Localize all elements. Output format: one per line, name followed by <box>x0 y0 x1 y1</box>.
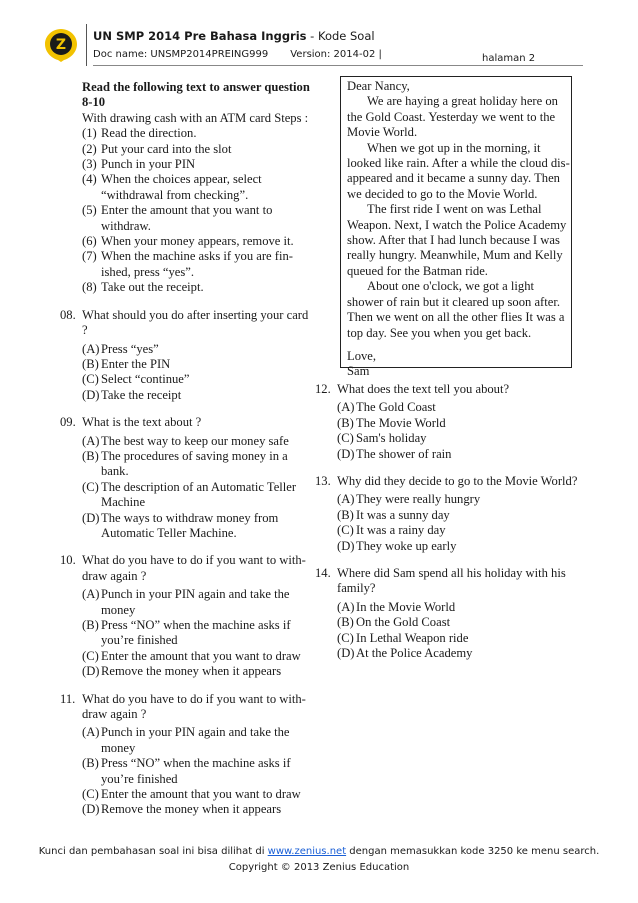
answer-options <box>82 342 310 404</box>
option-letter: (B) <box>337 415 354 430</box>
letter-paragraph: The first ride I went on was Lethal Weapon. Next, I watch the Police Academy show. After that I had lunch because I was really hungry. Meanwhile, Mum and Kelly queued for the Batman ride. <box>347 202 567 278</box>
step-text: When the machine asks if you are fin-ished, press “yes”. <box>101 249 293 279</box>
option-text: The Movie World <box>356 415 446 430</box>
option-letter: (C) <box>82 372 99 387</box>
option-text: The procedures of saving money in a bank. <box>101 448 288 479</box>
question-text: Why did they decide to go to the Movie World? <box>337 474 578 489</box>
answer-option <box>337 631 585 646</box>
step-number: (5) <box>82 203 97 218</box>
option-letter: (C) <box>337 431 354 446</box>
option-letter: (B) <box>82 356 99 371</box>
letter-closing: Love, <box>347 348 377 363</box>
option-letter: (D) <box>82 802 100 817</box>
atm-steps-list <box>82 126 310 295</box>
reading-lead: With drawing cash with an ATM card Steps : <box>82 110 309 125</box>
option-letter: (B) <box>82 448 99 463</box>
answer-options <box>82 725 310 817</box>
exam-subtitle: - Kode Soal <box>306 29 375 43</box>
step-text: Take out the receipt. <box>101 280 204 295</box>
question <box>60 692 310 818</box>
question-number: 12. <box>315 382 331 396</box>
option-text: Punch in your PIN again and take the money <box>101 725 290 755</box>
option-text: At the Police Academy <box>356 646 473 661</box>
answer-option <box>82 725 310 756</box>
question-stem <box>60 692 310 723</box>
answer-options <box>82 587 310 679</box>
option-letter: (D) <box>82 510 100 525</box>
option-letter: (D) <box>337 646 355 661</box>
step-number: (2) <box>82 141 97 156</box>
answer-option <box>82 618 310 649</box>
footer-text-after: dengan memasukkan kode 3250 ke menu search. <box>346 846 600 857</box>
option-text: Press “NO” when the machine asks if you’re finished <box>101 756 291 786</box>
option-letter: (C) <box>82 787 99 802</box>
atm-step <box>82 203 310 234</box>
answer-option <box>82 587 310 618</box>
option-letter: (A) <box>337 400 355 415</box>
step-text: Enter the amount that you want to withdraw. <box>101 203 273 233</box>
option-text: Press “yes” <box>101 341 159 356</box>
option-letter: (D) <box>337 538 355 553</box>
atm-step <box>82 142 310 157</box>
exam-title: UN SMP 2014 Pre Bahasa Inggris <box>93 29 307 43</box>
option-text: The best way to keep our money safe <box>101 433 289 448</box>
question <box>315 382 585 462</box>
step-text: Put your card into the slot <box>101 141 232 156</box>
option-text: They woke up early <box>356 538 457 553</box>
option-letter: (C) <box>337 630 354 645</box>
option-letter: (B) <box>337 615 354 630</box>
left-questions <box>60 308 310 818</box>
question <box>60 553 310 679</box>
atm-step <box>82 234 310 249</box>
question-number: 09. <box>60 415 76 430</box>
option-text: Enter the amount that you want to draw <box>101 787 301 802</box>
question <box>315 566 585 661</box>
question-text: Where did Sam spend all his holiday with his family? <box>337 566 566 596</box>
option-text: Punch in your PIN again and take the money <box>101 587 290 617</box>
option-letter: (A) <box>337 492 355 507</box>
answer-option <box>82 357 310 372</box>
question-number: 11. <box>60 691 76 706</box>
atm-step <box>82 126 310 141</box>
option-text: It was a rainy day <box>356 523 446 538</box>
answer-option <box>337 431 585 446</box>
answer-option <box>82 480 310 511</box>
question-text: What do you have to do if you want to with-draw again ? <box>82 691 306 722</box>
option-text: The Gold Coast <box>356 400 436 415</box>
answer-option <box>337 539 585 554</box>
option-text: Take the receipt <box>101 387 182 402</box>
footer-text-before: Kunci dan pembahasan soal ini bisa dilihat di <box>38 846 268 857</box>
option-text: It was a sunny day <box>356 507 450 522</box>
atm-step <box>82 157 310 172</box>
answer-option <box>337 523 585 538</box>
answer-option <box>82 342 310 357</box>
answer-option <box>82 388 310 403</box>
answer-options <box>337 492 585 554</box>
logo-letter: Z <box>55 37 67 53</box>
answer-options <box>337 600 585 662</box>
step-number: (1) <box>82 126 97 141</box>
question-number: 08. <box>60 307 76 322</box>
answer-option <box>337 400 585 415</box>
option-letter: (A) <box>337 599 355 614</box>
option-text: They were really hungry <box>356 492 481 507</box>
answer-option <box>82 511 310 542</box>
question-text: What does the text tell you about? <box>337 382 510 396</box>
answer-options <box>82 434 310 542</box>
question <box>60 415 310 541</box>
option-text: Sam's holiday <box>356 431 427 446</box>
step-number: (3) <box>82 157 97 172</box>
left-column <box>60 80 310 818</box>
header-title <box>93 29 375 43</box>
doc-version: Version: 2014-02 | <box>290 49 382 60</box>
answer-option <box>82 802 310 817</box>
step-number: (7) <box>82 249 97 264</box>
step-number: (4) <box>82 172 97 187</box>
answer-option <box>337 508 585 523</box>
answer-option <box>337 646 585 661</box>
step-number: (8) <box>82 280 97 295</box>
footer-link[interactable]: www.zenius.net <box>267 846 347 857</box>
answer-options <box>337 400 585 462</box>
zenius-logo <box>44 28 78 62</box>
step-number: (6) <box>82 234 97 249</box>
question-stem <box>60 415 310 430</box>
step-text: When your money appears, remove it. <box>101 234 294 249</box>
step-text: Punch in your PIN <box>101 157 196 172</box>
reading-heading: Read the following text to answer question 8-10 <box>82 80 310 110</box>
question-stem <box>60 308 310 339</box>
question-stem <box>315 566 585 597</box>
answer-option <box>337 416 585 431</box>
question-number: 14. <box>315 566 331 581</box>
answer-option <box>82 649 310 664</box>
question-number: 10. <box>60 553 76 568</box>
answer-option <box>82 449 310 480</box>
option-text: In the Movie World <box>356 599 456 614</box>
option-text: Enter the amount that you want to draw <box>101 648 301 663</box>
option-text: Select “continue” <box>101 372 190 387</box>
option-text: The ways to withdraw money from Automatic Teller Machine. <box>101 510 279 540</box>
question-text: What should you do after inserting your card ? <box>82 307 309 338</box>
option-letter: (B) <box>82 756 99 771</box>
page-number: halaman 2 <box>482 53 536 64</box>
option-text: Remove the money when it appears <box>101 664 282 679</box>
doc-name: Doc name: UNSMP2014PREING999 <box>93 49 269 60</box>
reading-intro <box>60 80 310 296</box>
letter-paragraph: When we got up in the morning, it looked like rain. After a while the cloud dis-appeared and it became a sunny day. Then we decided to go to the Movie World. <box>347 140 570 201</box>
right-questions <box>315 382 585 662</box>
answer-option <box>82 372 310 387</box>
answer-option <box>337 492 585 507</box>
option-letter: (A) <box>82 725 100 740</box>
answer-option <box>337 615 585 630</box>
header-underline <box>93 65 583 66</box>
option-letter: (C) <box>337 523 354 538</box>
option-letter: (C) <box>82 648 99 663</box>
question-stem <box>315 382 585 397</box>
option-text: In Lethal Weapon ride <box>356 630 469 645</box>
letter-text-box <box>340 76 572 379</box>
option-text: On the Gold Coast <box>356 615 451 630</box>
footer-note <box>0 846 638 857</box>
atm-step <box>82 172 310 203</box>
option-text: Remove the money when it appears <box>101 802 282 817</box>
option-letter: (A) <box>82 433 100 448</box>
option-text: The shower of rain <box>356 446 452 461</box>
option-letter: (A) <box>82 341 100 356</box>
answer-option <box>337 447 585 462</box>
option-letter: (C) <box>82 479 99 494</box>
step-text: When the choices appear, select “withdrawal from checking”. <box>101 172 262 202</box>
letter-signature: Sam <box>347 364 370 379</box>
option-letter: (D) <box>82 664 100 679</box>
option-text: Enter the PIN <box>101 356 171 371</box>
option-letter: (B) <box>82 618 99 632</box>
option-text: The description of an Automatic Teller Machine <box>101 479 297 510</box>
option-letter: (D) <box>82 387 100 402</box>
question-stem <box>315 474 585 489</box>
atm-step <box>82 280 310 295</box>
header-divider <box>86 24 87 66</box>
letter-paragraph: We are haying a great holiday here on the Gold Coast. Yesterday we went to the Movie World. <box>347 94 558 140</box>
question-text: What is the text about ? <box>82 415 202 430</box>
answer-option <box>82 434 310 449</box>
question-text: What do you have to do if you want to with-draw again ? <box>82 553 306 583</box>
answer-option <box>82 664 310 679</box>
footer-copyright: Copyright © 2013 Zenius Education <box>228 862 410 873</box>
answer-option <box>337 600 585 615</box>
question-stem <box>60 553 310 584</box>
letter-paragraph: About one o'clock, we got a light shower of rain but it cleared up soon after. Then we went on all the other flies It was a top day. See you when you get back. <box>347 279 565 340</box>
question-number: 13. <box>315 474 331 489</box>
option-letter: (B) <box>337 507 354 522</box>
step-text: Read the direction. <box>101 126 197 141</box>
question <box>315 474 585 554</box>
atm-step <box>82 249 310 280</box>
letter-salutation: Dear Nancy, <box>347 79 410 93</box>
option-text: Press “NO” when the machine asks if you’re finished <box>101 618 291 648</box>
question <box>60 308 310 403</box>
option-letter: (A) <box>82 587 100 602</box>
answer-option <box>82 787 310 802</box>
option-letter: (D) <box>337 446 355 461</box>
answer-option <box>82 756 310 787</box>
header-meta <box>93 49 404 60</box>
